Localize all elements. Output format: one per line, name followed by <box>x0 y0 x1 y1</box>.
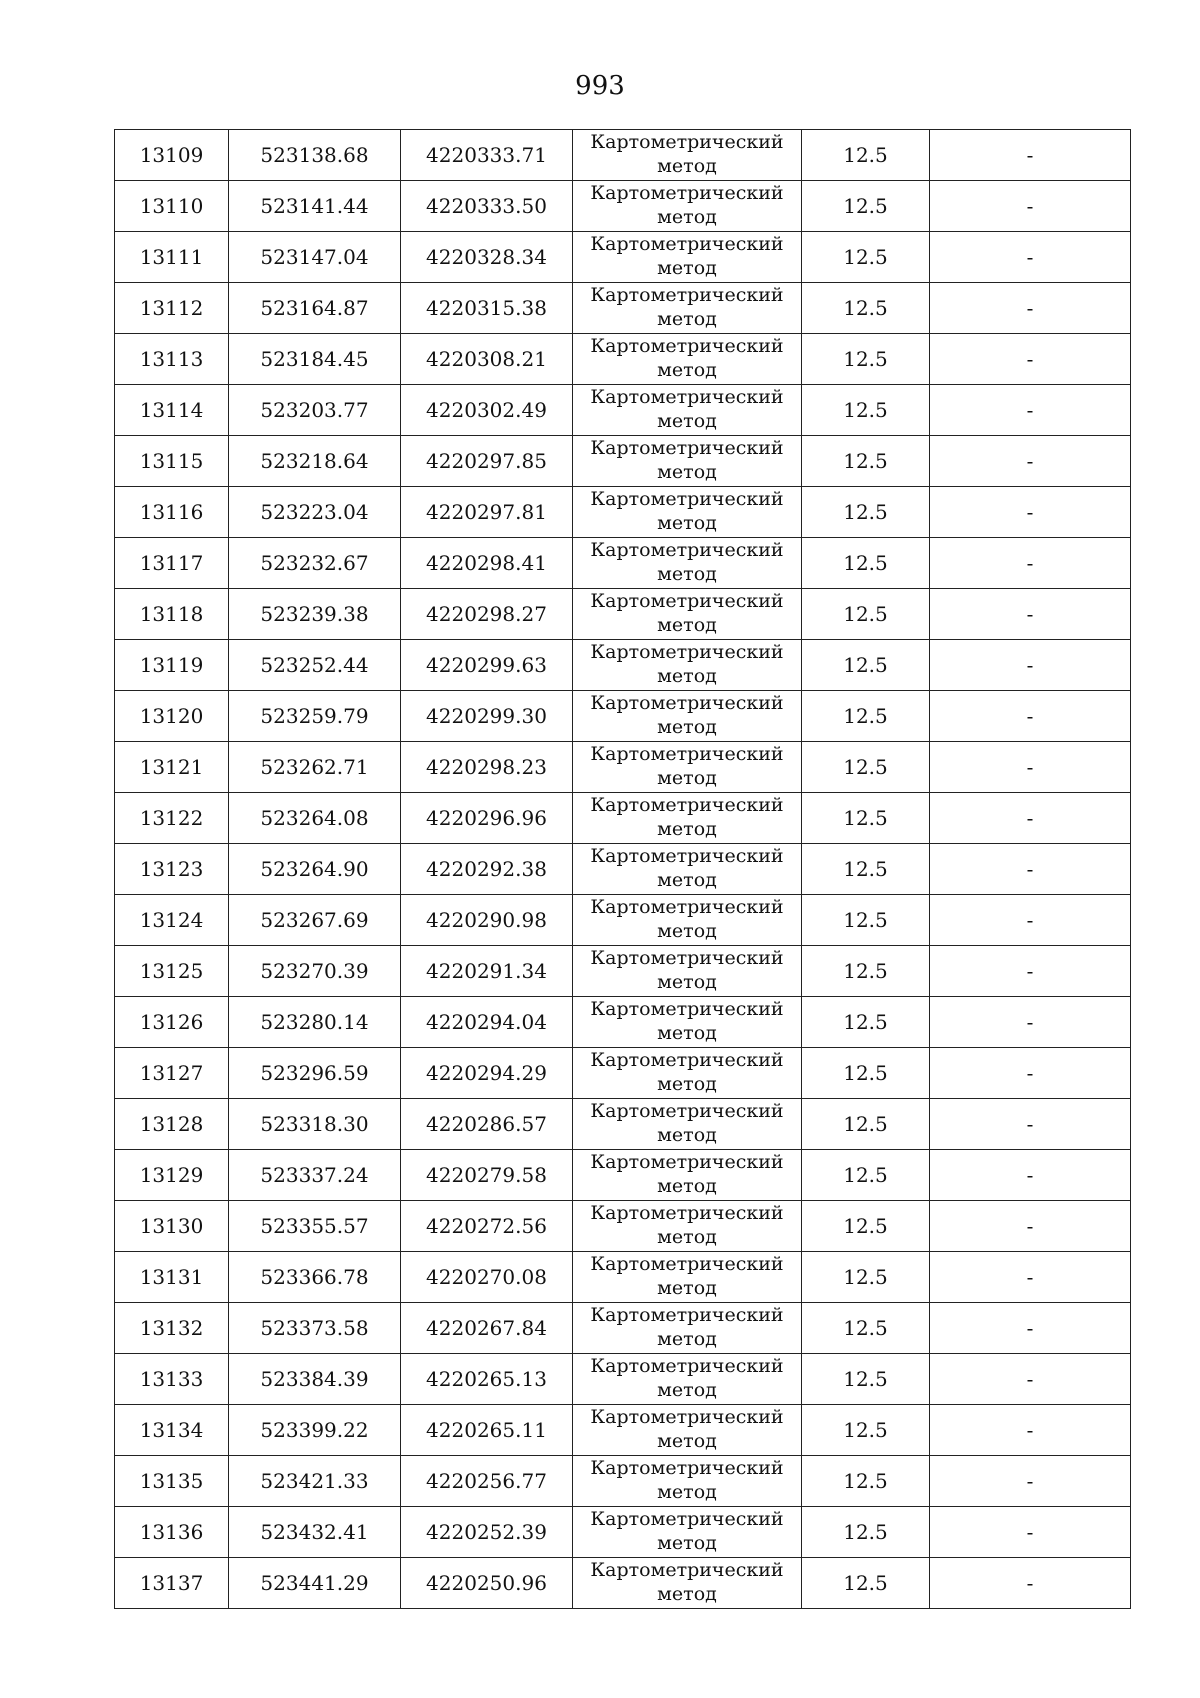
method-cell <box>573 181 802 232</box>
x-coordinate-cell: 523262.71 <box>229 742 401 793</box>
y-coordinate-cell: 4220286.57 <box>401 1099 573 1150</box>
table-row <box>115 895 1131 946</box>
y-coordinate-cell: 4220308.21 <box>401 334 573 385</box>
table-row <box>115 1252 1131 1303</box>
x-coordinate-cell: 523141.44 <box>229 181 401 232</box>
accuracy-cell: 12.5 <box>802 589 930 640</box>
x-coordinate-cell: 523259.79 <box>229 691 401 742</box>
x-coordinate-cell: 523355.57 <box>229 1201 401 1252</box>
y-coordinate-cell: 4220299.63 <box>401 640 573 691</box>
y-coordinate-cell: 4220315.38 <box>401 283 573 334</box>
y-coordinate-cell: 4220333.71 <box>401 130 573 181</box>
y-coordinate-cell: 4220290.98 <box>401 895 573 946</box>
point-number-cell: 13120 <box>115 691 229 742</box>
accuracy-cell: 12.5 <box>802 232 930 283</box>
x-coordinate-cell: 523184.45 <box>229 334 401 385</box>
method-line-1: Картометрический <box>590 488 784 510</box>
note-cell: - <box>930 640 1131 691</box>
method-line-2: метод <box>657 1532 717 1554</box>
x-coordinate-cell: 523432.41 <box>229 1507 401 1558</box>
method-line-2: метод <box>657 308 717 330</box>
table-row <box>115 1456 1131 1507</box>
method-line-2: метод <box>657 410 717 432</box>
accuracy-cell: 12.5 <box>802 1354 930 1405</box>
point-number-cell: 13122 <box>115 793 229 844</box>
y-coordinate-cell: 4220291.34 <box>401 946 573 997</box>
table-row <box>115 1048 1131 1099</box>
x-coordinate-cell: 523366.78 <box>229 1252 401 1303</box>
note-cell: - <box>930 283 1131 334</box>
method-line-1: Картометрический <box>590 590 784 612</box>
method-line-2: метод <box>657 1430 717 1452</box>
method-cell <box>573 538 802 589</box>
accuracy-cell: 12.5 <box>802 538 930 589</box>
point-number-cell: 13134 <box>115 1405 229 1456</box>
table-row <box>115 385 1131 436</box>
accuracy-cell: 12.5 <box>802 181 930 232</box>
method-line-2: метод <box>657 818 717 840</box>
method-line-2: метод <box>657 869 717 891</box>
accuracy-cell: 12.5 <box>802 1405 930 1456</box>
method-line-2: метод <box>657 614 717 636</box>
x-coordinate-cell: 523164.87 <box>229 283 401 334</box>
note-cell: - <box>930 1507 1131 1558</box>
note-cell: - <box>930 1354 1131 1405</box>
table-row <box>115 538 1131 589</box>
table-row <box>115 640 1131 691</box>
method-cell <box>573 283 802 334</box>
note-cell: - <box>930 181 1131 232</box>
x-coordinate-cell: 523337.24 <box>229 1150 401 1201</box>
method-cell <box>573 946 802 997</box>
note-cell: - <box>930 1201 1131 1252</box>
note-cell: - <box>930 1099 1131 1150</box>
method-line-1: Картометрический <box>590 539 784 561</box>
method-line-1: Картометрический <box>590 998 784 1020</box>
y-coordinate-cell: 4220270.08 <box>401 1252 573 1303</box>
x-coordinate-cell: 523318.30 <box>229 1099 401 1150</box>
note-cell: - <box>930 742 1131 793</box>
method-line-2: метод <box>657 1379 717 1401</box>
note-cell: - <box>930 997 1131 1048</box>
point-number-cell: 13114 <box>115 385 229 436</box>
point-number-cell: 13111 <box>115 232 229 283</box>
y-coordinate-cell: 4220298.41 <box>401 538 573 589</box>
method-line-1: Картометрический <box>590 1508 784 1530</box>
method-cell <box>573 1558 802 1609</box>
y-coordinate-cell: 4220302.49 <box>401 385 573 436</box>
point-number-cell: 13118 <box>115 589 229 640</box>
table-row <box>115 232 1131 283</box>
x-coordinate-cell: 523252.44 <box>229 640 401 691</box>
table-row <box>115 742 1131 793</box>
x-coordinate-cell: 523441.29 <box>229 1558 401 1609</box>
method-cell <box>573 232 802 283</box>
accuracy-cell: 12.5 <box>802 1303 930 1354</box>
y-coordinate-cell: 4220272.56 <box>401 1201 573 1252</box>
method-line-2: метод <box>657 716 717 738</box>
accuracy-cell: 12.5 <box>802 1099 930 1150</box>
method-line-1: Картометрический <box>590 1253 784 1275</box>
y-coordinate-cell: 4220298.23 <box>401 742 573 793</box>
method-cell <box>573 997 802 1048</box>
note-cell: - <box>930 1150 1131 1201</box>
method-line-1: Картометрический <box>590 1049 784 1071</box>
method-cell <box>573 130 802 181</box>
point-number-cell: 13129 <box>115 1150 229 1201</box>
x-coordinate-cell: 523421.33 <box>229 1456 401 1507</box>
method-line-1: Картометрический <box>590 641 784 663</box>
coordinates-table <box>114 129 1131 1609</box>
accuracy-cell: 12.5 <box>802 1048 930 1099</box>
point-number-cell: 13110 <box>115 181 229 232</box>
x-coordinate-cell: 523218.64 <box>229 436 401 487</box>
method-cell <box>573 436 802 487</box>
method-cell <box>573 1252 802 1303</box>
y-coordinate-cell: 4220298.27 <box>401 589 573 640</box>
accuracy-cell: 12.5 <box>802 385 930 436</box>
accuracy-cell: 12.5 <box>802 1507 930 1558</box>
table-row <box>115 1507 1131 1558</box>
method-cell <box>573 895 802 946</box>
note-cell: - <box>930 844 1131 895</box>
accuracy-cell: 12.5 <box>802 283 930 334</box>
method-line-2: метод <box>657 563 717 585</box>
method-line-2: метод <box>657 1583 717 1605</box>
note-cell: - <box>930 1303 1131 1354</box>
method-line-2: метод <box>657 1277 717 1299</box>
x-coordinate-cell: 523270.39 <box>229 946 401 997</box>
table-row <box>115 589 1131 640</box>
y-coordinate-cell: 4220333.50 <box>401 181 573 232</box>
table-row <box>115 130 1131 181</box>
method-cell <box>573 691 802 742</box>
point-number-cell: 13115 <box>115 436 229 487</box>
y-coordinate-cell: 4220292.38 <box>401 844 573 895</box>
method-line-1: Картометрический <box>590 1406 784 1428</box>
note-cell: - <box>930 1456 1131 1507</box>
note-cell: - <box>930 232 1131 283</box>
x-coordinate-cell: 523147.04 <box>229 232 401 283</box>
method-line-1: Картометрический <box>590 1559 784 1581</box>
x-coordinate-cell: 523373.58 <box>229 1303 401 1354</box>
method-line-1: Картометрический <box>590 233 784 255</box>
method-line-2: метод <box>657 257 717 279</box>
point-number-cell: 13137 <box>115 1558 229 1609</box>
table-row <box>115 334 1131 385</box>
point-number-cell: 13136 <box>115 1507 229 1558</box>
point-number-cell: 13135 <box>115 1456 229 1507</box>
accuracy-cell: 12.5 <box>802 844 930 895</box>
method-line-2: метод <box>657 1175 717 1197</box>
table-row <box>115 844 1131 895</box>
x-coordinate-cell: 523264.90 <box>229 844 401 895</box>
method-cell <box>573 1507 802 1558</box>
y-coordinate-cell: 4220267.84 <box>401 1303 573 1354</box>
point-number-cell: 13121 <box>115 742 229 793</box>
point-number-cell: 13119 <box>115 640 229 691</box>
x-coordinate-cell: 523267.69 <box>229 895 401 946</box>
method-line-1: Картометрический <box>590 131 784 153</box>
point-number-cell: 13133 <box>115 1354 229 1405</box>
method-line-1: Картометрический <box>590 1100 784 1122</box>
method-line-2: метод <box>657 1481 717 1503</box>
method-cell <box>573 334 802 385</box>
y-coordinate-cell: 4220294.04 <box>401 997 573 1048</box>
method-line-1: Картометрический <box>590 743 784 765</box>
table-row <box>115 1150 1131 1201</box>
x-coordinate-cell: 523264.08 <box>229 793 401 844</box>
method-line-1: Картометрический <box>590 386 784 408</box>
note-cell: - <box>930 589 1131 640</box>
table-row <box>115 283 1131 334</box>
table-row <box>115 1303 1131 1354</box>
accuracy-cell: 12.5 <box>802 436 930 487</box>
x-coordinate-cell: 523138.68 <box>229 130 401 181</box>
table-row <box>115 1354 1131 1405</box>
y-coordinate-cell: 4220265.13 <box>401 1354 573 1405</box>
point-number-cell: 13127 <box>115 1048 229 1099</box>
method-line-1: Картометрический <box>590 335 784 357</box>
note-cell: - <box>930 334 1131 385</box>
note-cell: - <box>930 487 1131 538</box>
method-line-2: метод <box>657 1328 717 1350</box>
accuracy-cell: 12.5 <box>802 640 930 691</box>
note-cell: - <box>930 1405 1131 1456</box>
method-line-2: метод <box>657 767 717 789</box>
method-line-1: Картометрический <box>590 1457 784 1479</box>
method-cell <box>573 1150 802 1201</box>
method-line-2: метод <box>657 1022 717 1044</box>
method-line-1: Картометрический <box>590 794 784 816</box>
note-cell: - <box>930 1558 1131 1609</box>
x-coordinate-cell: 523399.22 <box>229 1405 401 1456</box>
method-line-2: метод <box>657 1226 717 1248</box>
note-cell: - <box>930 691 1131 742</box>
table-row <box>115 436 1131 487</box>
point-number-cell: 13109 <box>115 130 229 181</box>
method-line-2: метод <box>657 461 717 483</box>
method-line-2: метод <box>657 971 717 993</box>
method-cell <box>573 1099 802 1150</box>
y-coordinate-cell: 4220297.85 <box>401 436 573 487</box>
accuracy-cell: 12.5 <box>802 1558 930 1609</box>
method-line-1: Картометрический <box>590 1304 784 1326</box>
method-line-1: Картометрический <box>590 284 784 306</box>
y-coordinate-cell: 4220250.96 <box>401 1558 573 1609</box>
x-coordinate-cell: 523296.59 <box>229 1048 401 1099</box>
accuracy-cell: 12.5 <box>802 487 930 538</box>
note-cell: - <box>930 130 1131 181</box>
accuracy-cell: 12.5 <box>802 130 930 181</box>
x-coordinate-cell: 523223.04 <box>229 487 401 538</box>
page-number: 993 <box>575 71 625 101</box>
point-number-cell: 13131 <box>115 1252 229 1303</box>
method-cell <box>573 1303 802 1354</box>
accuracy-cell: 12.5 <box>802 1201 930 1252</box>
method-cell <box>573 1405 802 1456</box>
x-coordinate-cell: 523203.77 <box>229 385 401 436</box>
method-line-2: метод <box>657 920 717 942</box>
y-coordinate-cell: 4220328.34 <box>401 232 573 283</box>
point-number-cell: 13113 <box>115 334 229 385</box>
method-cell <box>573 640 802 691</box>
y-coordinate-cell: 4220252.39 <box>401 1507 573 1558</box>
accuracy-cell: 12.5 <box>802 997 930 1048</box>
accuracy-cell: 12.5 <box>802 895 930 946</box>
note-cell: - <box>930 946 1131 997</box>
accuracy-cell: 12.5 <box>802 793 930 844</box>
point-number-cell: 13124 <box>115 895 229 946</box>
method-cell <box>573 793 802 844</box>
x-coordinate-cell: 523280.14 <box>229 997 401 1048</box>
point-number-cell: 13112 <box>115 283 229 334</box>
method-cell <box>573 385 802 436</box>
method-cell <box>573 1354 802 1405</box>
method-cell <box>573 589 802 640</box>
method-line-2: метод <box>657 512 717 534</box>
accuracy-cell: 12.5 <box>802 1150 930 1201</box>
note-cell: - <box>930 793 1131 844</box>
note-cell: - <box>930 538 1131 589</box>
method-cell <box>573 742 802 793</box>
table-row <box>115 1201 1131 1252</box>
method-line-1: Картометрический <box>590 947 784 969</box>
method-cell <box>573 1201 802 1252</box>
point-number-cell: 13130 <box>115 1201 229 1252</box>
point-number-cell: 13123 <box>115 844 229 895</box>
method-cell <box>573 1456 802 1507</box>
y-coordinate-cell: 4220279.58 <box>401 1150 573 1201</box>
accuracy-cell: 12.5 <box>802 691 930 742</box>
point-number-cell: 13126 <box>115 997 229 1048</box>
y-coordinate-cell: 4220265.11 <box>401 1405 573 1456</box>
x-coordinate-cell: 523384.39 <box>229 1354 401 1405</box>
x-coordinate-cell: 523239.38 <box>229 589 401 640</box>
method-cell <box>573 844 802 895</box>
table-row <box>115 181 1131 232</box>
accuracy-cell: 12.5 <box>802 334 930 385</box>
accuracy-cell: 12.5 <box>802 946 930 997</box>
method-line-2: метод <box>657 206 717 228</box>
point-number-cell: 13125 <box>115 946 229 997</box>
y-coordinate-cell: 4220296.96 <box>401 793 573 844</box>
method-cell <box>573 1048 802 1099</box>
table-row <box>115 1558 1131 1609</box>
table-body <box>115 130 1131 1609</box>
method-line-1: Картометрический <box>590 1355 784 1377</box>
table-row <box>115 946 1131 997</box>
note-cell: - <box>930 436 1131 487</box>
method-line-2: метод <box>657 359 717 381</box>
table-row <box>115 793 1131 844</box>
method-line-2: метод <box>657 1124 717 1146</box>
table-row <box>115 487 1131 538</box>
note-cell: - <box>930 385 1131 436</box>
table-row <box>115 1099 1131 1150</box>
accuracy-cell: 12.5 <box>802 1456 930 1507</box>
note-cell: - <box>930 1048 1131 1099</box>
point-number-cell: 13132 <box>115 1303 229 1354</box>
table-row <box>115 1405 1131 1456</box>
method-line-1: Картометрический <box>590 845 784 867</box>
y-coordinate-cell: 4220299.30 <box>401 691 573 742</box>
method-cell <box>573 487 802 538</box>
accuracy-cell: 12.5 <box>802 1252 930 1303</box>
note-cell: - <box>930 1252 1131 1303</box>
method-line-1: Картометрический <box>590 896 784 918</box>
y-coordinate-cell: 4220256.77 <box>401 1456 573 1507</box>
method-line-1: Картометрический <box>590 1202 784 1224</box>
accuracy-cell: 12.5 <box>802 742 930 793</box>
y-coordinate-cell: 4220297.81 <box>401 487 573 538</box>
x-coordinate-cell: 523232.67 <box>229 538 401 589</box>
table-row <box>115 997 1131 1048</box>
method-line-2: метод <box>657 1073 717 1095</box>
method-line-1: Картометрический <box>590 692 784 714</box>
table-row <box>115 691 1131 742</box>
point-number-cell: 13128 <box>115 1099 229 1150</box>
point-number-cell: 13117 <box>115 538 229 589</box>
method-line-1: Картометрический <box>590 1151 784 1173</box>
y-coordinate-cell: 4220294.29 <box>401 1048 573 1099</box>
method-line-1: Картометрический <box>590 182 784 204</box>
point-number-cell: 13116 <box>115 487 229 538</box>
method-line-2: метод <box>657 665 717 687</box>
method-line-2: метод <box>657 155 717 177</box>
method-line-1: Картометрический <box>590 437 784 459</box>
note-cell: - <box>930 895 1131 946</box>
